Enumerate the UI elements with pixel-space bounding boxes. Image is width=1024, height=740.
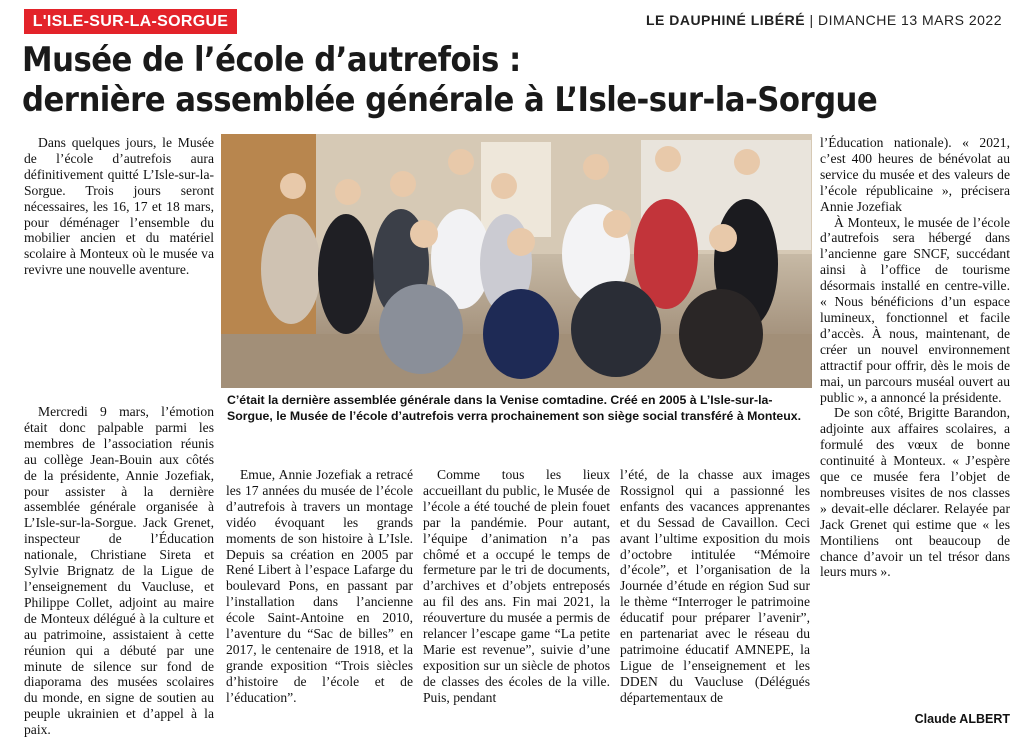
headline bbox=[22, 40, 918, 120]
headline-line-2: dernière assemblée générale à L’Isle-sur-la-Sorgue bbox=[22, 80, 878, 120]
column-3 bbox=[423, 467, 610, 706]
paragraph: Mercredi 9 mars, l’émotion était donc palpable parmi les membres de l’association réunis au collège Jean-Bouin aux côtés de la présidente, Annie Jozefiak, pour assister à la dernière assemblée générale organisée à L’Isle-sur-la-Sorgue. Jack Grenet, inspecteur de l’Éducation nationale, Christiane Sireta et Sylvie Brignatz de la Ligue de l’enseignement du Vaucluse, et Philippe Collet, adjoint au maire de Monteux délégué à la culture et au patrimoine, assistaient à cette réunion qui a débuté par une minute de silence sur fond de diaporama des musées scolaires du monde, en signe de soutien au peuple ukrainien et d’appel à la paix. bbox=[24, 404, 214, 738]
paragraph: Emue, Annie Jozefiak a retracé les 17 années du musée de l’école d’autrefois à travers un montage vidéo évoquant les grands moments de son histoire à L’Isle. Depuis sa création en 2005 par René Libert à l’espace Lafarge du boulevard Pons, en passant par l’installation dans l’ancienne école Saint-Antoine en 2010, l’aventure du “Sac de billes” en 2017, le centenaire de 1918, et la grande exposition “Trois siècles d’histoire de l’école et de l’éducation”. bbox=[226, 467, 413, 705]
masthead bbox=[646, 12, 1002, 28]
group-photo bbox=[221, 134, 812, 388]
paragraph: À Monteux, le musée de l’école d’autrefois sera hébergé dans l’ancienne gare SNCF, succédant ainsi à l’office de tourisme désormais installé en centre-ville. « Nous bénéficions d’un espace lumineux, fonctionnel et facile d’accès. À nous, maintenant, de créer un nouvel environnement attractif pour offrir, dès le mois de mai, un parcours muséal ouvert au public », a annoncé la présidente. bbox=[820, 214, 1010, 405]
publication-date: DIMANCHE 13 MARS 2022 bbox=[817, 12, 1002, 28]
paragraph: Dans quelques jours, le Musée de l’école d’autrefois aura définitivement quitté L’Isle-sur-la-Sorgue. Trois jours seront nécessaires, les 16, 17 et 18 mars, pour déménager l’ensemble du mobilier ancien et du matériel scolaire à Monteux où le musée va revivre une nouvelle aventure. bbox=[24, 135, 214, 278]
column-2 bbox=[226, 467, 413, 706]
paragraph: l’été, de la chasse aux images Rossignol qui a passionné les enfants des vacances apprenantes et du Sessad de Cavaillon. Ceci avant l’ultime exposition du mois d’octobre intitulée “Mémoire d’école”, et l’organisation de la Journée d’étude en région Sud sur le thème “Interroger le patrimoine éducatif pour préparer l’avenir”, en partenariat avec le réseau du patrimoine éducatif AMNEPE, la Ligue de l’enseignement et les DDEN du Vaucluse (Délégués départementaux de bbox=[620, 467, 810, 705]
paragraph: De son côté, Brigitte Barandon, adjointe aux affaires scolaires, a formulé des vœux de bonne continuité à Monteux. « J’espère que ce musée fera l’objet de nombreuses visites de nos classes » devait-elle déclarer. Relayée par Jack Grenet qui estime que « les Montiliens ont beaucoup de chance d’avoir un tel trésor dans leurs murs ». bbox=[820, 405, 1010, 580]
column-4 bbox=[620, 467, 810, 706]
column-5 bbox=[820, 135, 1010, 580]
column-1-bottom bbox=[24, 404, 214, 738]
paragraph: Comme tous les lieux accueillant du public, le Musée de l’école a été touché de plein fouet par la pandémie. Pour autant, l’équipe d’animation n’a pas chômé et a occupé le temps de fermeture par le tri de documents, d’archives et d’objets entreposés au fil des ans. Fin mai 2021, la réouverture du musée a permis de relancer l’escape game “La petite Marie est revenue”, suivie d’une exposition sur un siècle de photos de classes des écoles de la ville. Puis, pendant bbox=[423, 467, 610, 705]
newspaper-name: LE DAUPHINÉ LIBÉRÉ bbox=[645, 12, 806, 28]
column-1-top bbox=[24, 135, 214, 278]
photo-caption: C’était la dernière assemblée générale dans la Venise comtadine. Créé en 2005 à L’Isle-sur-la-Sorgue, le Musée de l’école d’autrefois verra prochainement son siège social transféré à Monteux. bbox=[227, 393, 802, 423]
paragraph: l’Éducation nationale). « 2021, c’est 400 heures de bénévolat au service du musée et des valeurs de l’école républicaine », précisera Annie Jozefiak bbox=[820, 135, 1010, 214]
author-signature: Claude ALBERT bbox=[914, 712, 1010, 726]
section-rubric: L'ISLE-SUR-LA-SORGUE bbox=[24, 9, 237, 34]
group-photo-illustration bbox=[221, 134, 812, 388]
masthead-separator: | bbox=[805, 12, 818, 28]
headline-line-1: Musée de l’école d’autrefois : bbox=[22, 40, 521, 80]
